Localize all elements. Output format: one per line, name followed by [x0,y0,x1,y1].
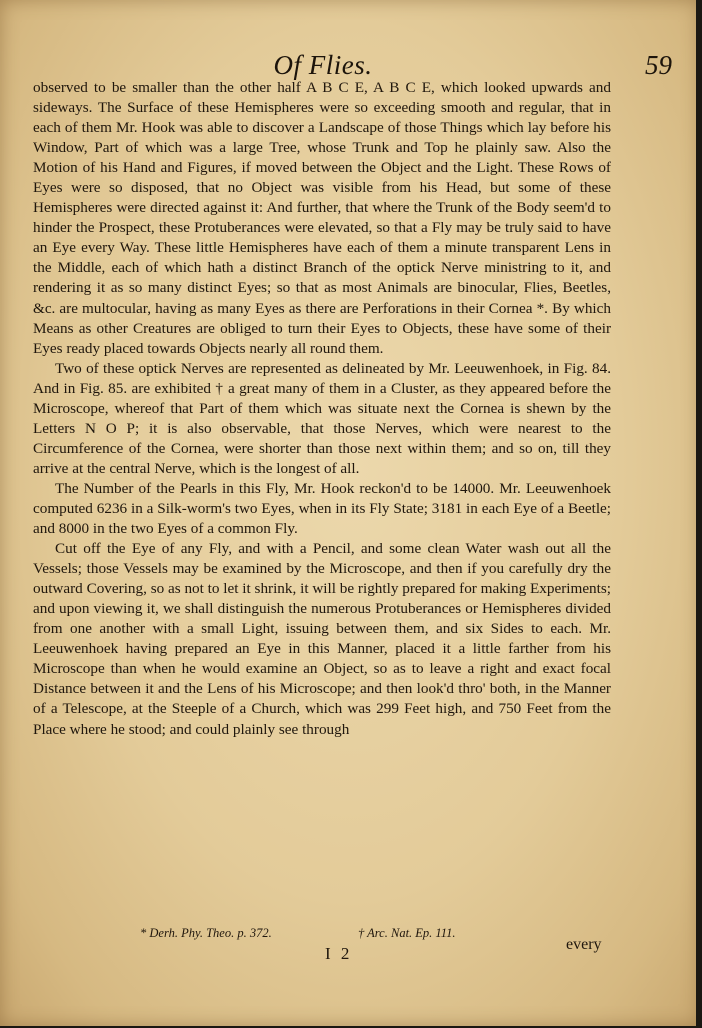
footnote-derham: * Derh. Phy. Theo. p. 372. [140,926,272,940]
paragraph-1: observed to be smaller than the other half A B C E, A B C E, which looked upwards and sideways. The Surface of these Hemispheres were so exceeding smooth and regular, that in each of them Mr. Hook was able to discover a Landscape of those Things which lay before his Window, Part of which was a large Tree, whose Trunk and Top he plainly saw. Also the Motion of his Hand and Figures, if moved between the Object and the Light. These Rows of Eyes were so disposed, that no Object was visible from his Head, but some of these Hemispheres were directed against it: And further, that where the Trunk of the Body seem'd to hinder the Prospect, these Protuberances were elevated, so that a Fly may be truly said to have an Eye every Way. These little Hemispheres have each of them a minute transparent Lens in the Middle, each of which hath a distinct Branch of the optick Nerve ministring to it, and rendering it as so many distinct Eyes; so that as most Animals are binocular, Flies, Beetles, &c. are multocular, having as many Eyes as there are Perforations in their Cornea *. By which Means as other Creatures are obliged to turn their Eyes to Objects, these have some of their Eyes ready placed towards Objects nearly all round them. [33,79,611,357]
page-number: 59 [645,50,672,80]
paragraph-4: Cut off the Eye of any Fly, and with a Pencil, and some clean Water wash out all the Vessels; those Vessels may be examined by the Microscope, and then if you carefully dry the outward Covering, so as not to let it shrink, it will be rightly prepared for making Experiments; and upon viewing it, we shall distinguish the numerous Protuberances or Hemispheres divided from one another with a small Light, issuing between them, and six Sides to each. Mr. Leeuwenhoek having prepared an Eye in this Manner, placed it a little farther from his Microscope than when he would examine an Object, so as to leave a right and exact focal Distance between it and the Lens of his Microscope; and then look'd thro' both, in the Manner of a Telescope, at the Steeple of a Church, which was 299 Feet high, and 750 Feet from the Place where he stood; and could plainly see through [33,540,611,738]
running-head: Of Flies. [273,50,373,80]
paragraph-2: Two of these optick Nerves are represented as delineated by Mr. Leeuwenhoek, in Fig. 84. And in Fig. 85. are exhibited † a great many of them in a Cluster, as they appeared before the Microscope, whereof that Part of them which was situate next the Cornea is shewn by the Letters N O P; it is also observable, that those Nerves, which were nearest to the Circumference of the Cornea, were shorter than those next within them; and so on, till they arrive at the central Nerve, which is the longest of all. [33,359,611,477]
catchword: every [566,936,602,953]
book-spine-edge [696,0,702,1028]
body-text [33,78,611,740]
paragraph-3: The Number of the Pearls in this Fly, Mr. Hook reckon'd to be 14000. Mr. Leeuwenhoek computed 6236 in a Silk-worm's two Eyes, when in its Fly State; 3181 in each Eye of a Beetle; and 8000 in the two Eyes of a common Fly. [33,479,611,538]
footnote-arcana: † Arc. Nat. Ep. 111. [358,926,456,940]
signature-mark: I 2 [325,944,353,963]
